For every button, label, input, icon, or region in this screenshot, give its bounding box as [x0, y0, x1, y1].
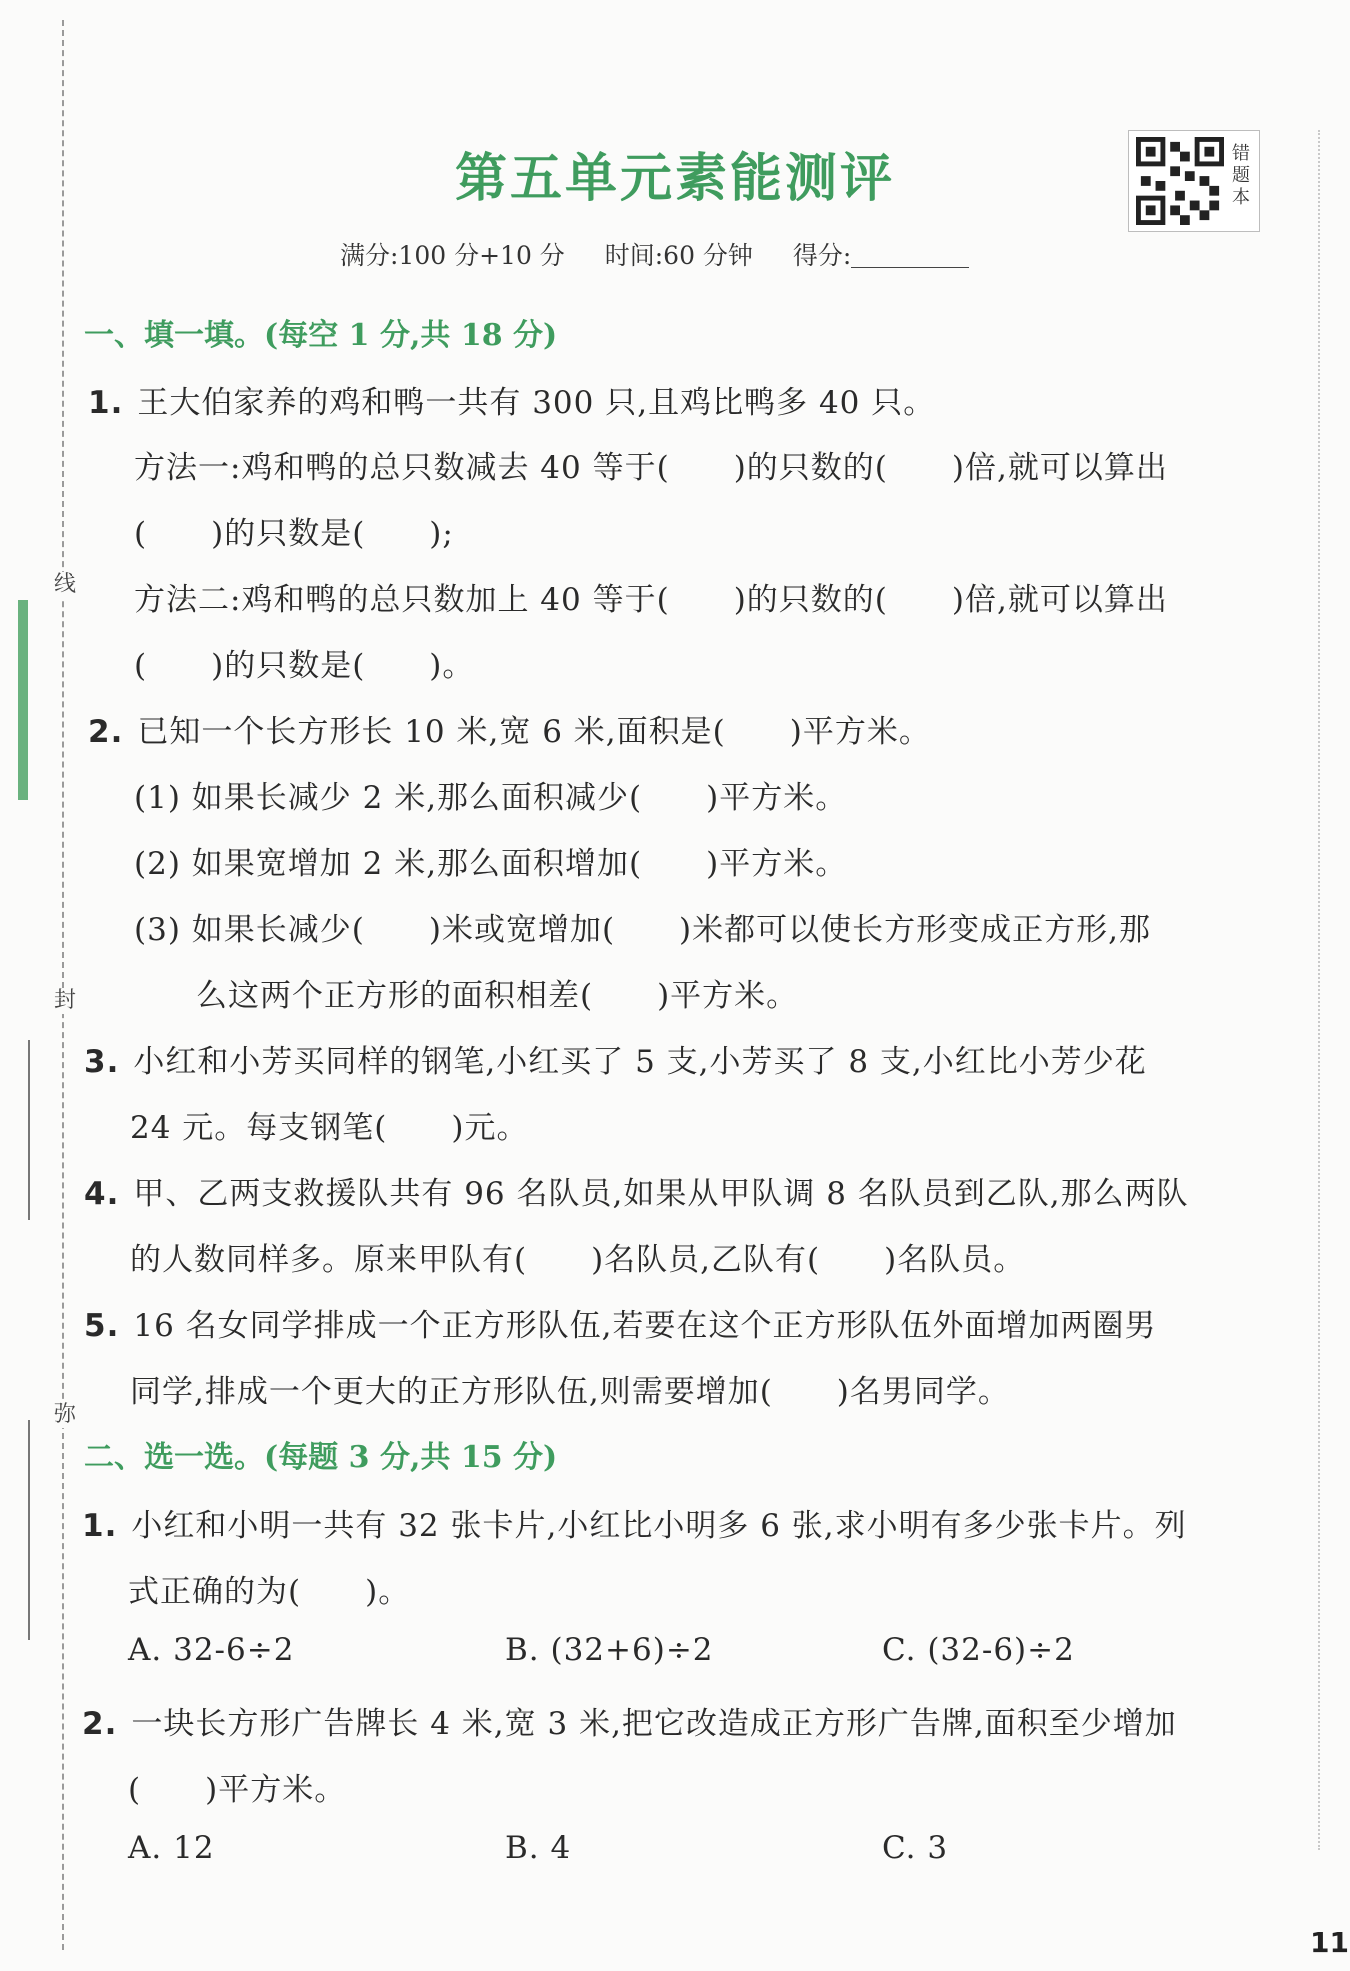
section-fill-title: 一、填一填。(每空 1 分,共 18 分): [84, 318, 558, 353]
qr-code-box[interactable]: [1128, 130, 1260, 232]
score-blank[interactable]: [851, 247, 969, 268]
binding-dashed-line: [62, 20, 64, 1950]
question-text: 已知一个长方形长 10 米,宽 6 米,面积是( )平方米。: [137, 714, 931, 750]
option-c[interactable]: C. 3: [882, 1830, 949, 1866]
question-line: 方法一:鸡和鸭的总只数减去 40 等于( )的只数的( )倍,就可以算出: [134, 450, 1168, 486]
question-line: [88, 377, 935, 422]
margin-green-strip: [18, 600, 28, 800]
question-line: [82, 1500, 1187, 1545]
score-label: 得分:: [792, 241, 852, 270]
margin-class-line: [28, 1420, 30, 1640]
full-score: 满分:100 分+10 分: [340, 241, 565, 270]
question-line: 24 元。每支钢笔( )元。: [130, 1110, 529, 1146]
question-line: 同学,排成一个更大的正方形队伍,则需要增加( )名男同学。: [130, 1374, 1010, 1410]
question-line: [84, 1300, 1157, 1345]
margin-label-feng: 封: [54, 988, 77, 1013]
option-a[interactable]: A. 12: [128, 1830, 215, 1866]
margin-name-line: [28, 1040, 30, 1220]
question-line: ( )平方米。: [128, 1772, 347, 1808]
question-line: 式正确的为( )。: [128, 1574, 411, 1610]
question-text: 小红和小明一共有 32 张卡片,小红比小明多 6 张,求小明有多少张卡片。列: [131, 1508, 1187, 1544]
option-b[interactable]: B. 4: [505, 1830, 572, 1866]
time-limit: 时间:60 分钟: [604, 241, 753, 270]
question-number: 5.: [84, 1308, 120, 1344]
page-number: 11: [1310, 1926, 1349, 1959]
question-number: 1.: [82, 1508, 118, 1544]
option-c[interactable]: C. (32-6)÷2: [882, 1632, 1075, 1668]
question-text: 16 名女同学排成一个正方形队伍,若要在这个正方形队伍外面增加两圈男: [133, 1308, 1157, 1344]
margin-label-xian: 线: [54, 572, 77, 597]
question-line: (1) 如果长减少 2 米,那么面积减少( )平方米。: [134, 780, 848, 816]
question-line: 的人数同样多。原来甲队有( )名队员,乙队有( )名队员。: [130, 1242, 1026, 1278]
question-line: 方法二:鸡和鸭的总只数加上 40 等于( )的只数的( )倍,就可以算出: [134, 582, 1168, 618]
qr-code-icon: [1135, 137, 1225, 225]
question-number: 3.: [84, 1044, 120, 1080]
question-text: 王大伯家养的鸡和鸭一共有 300 只,且鸡比鸭多 40 只。: [137, 385, 936, 421]
question-line: [84, 1168, 1189, 1213]
question-number: 2.: [88, 714, 124, 750]
option-a[interactable]: A. 32-6÷2: [128, 1632, 295, 1668]
score-info: [340, 236, 969, 272]
page-title: 第五单元素能测评: [454, 148, 895, 209]
question-text: 小红和小芳买同样的钢笔,小红买了 5 支,小芳买了 8 支,小红比小芳少花: [133, 1044, 1147, 1080]
margin-label-mi: 弥: [54, 1402, 77, 1427]
question-line: [88, 706, 931, 751]
option-b[interactable]: B. (32+6)÷2: [505, 1632, 714, 1668]
question-line: ( )的只数是( );: [134, 516, 454, 552]
section-choice-title: 二、选一选。(每题 3 分,共 15 分): [84, 1440, 558, 1475]
qr-label: 错题本: [1232, 143, 1250, 208]
question-number: 4.: [84, 1176, 120, 1212]
question-line: ( )的只数是( )。: [134, 648, 475, 684]
question-line: 么这两个正方形的面积相差( )平方米。: [196, 978, 799, 1014]
question-line: [84, 1036, 1147, 1081]
question-line: (3) 如果长减少( )米或宽增加( )米都可以使长方形变成正方形,那: [134, 912, 1151, 948]
question-line: [82, 1698, 1177, 1743]
page-edge-dotted: [1318, 130, 1320, 1850]
question-text: 甲、乙两支救援队共有 96 名队员,如果从甲队调 8 名队员到乙队,那么两队: [133, 1176, 1189, 1212]
question-number: 2.: [82, 1706, 118, 1742]
question-number: 1.: [88, 385, 124, 421]
question-text: 一块长方形广告牌长 4 米,宽 3 米,把它改造成正方形广告牌,面积至少增加: [131, 1706, 1177, 1742]
question-line: (2) 如果宽增加 2 米,那么面积增加( )平方米。: [134, 846, 848, 882]
